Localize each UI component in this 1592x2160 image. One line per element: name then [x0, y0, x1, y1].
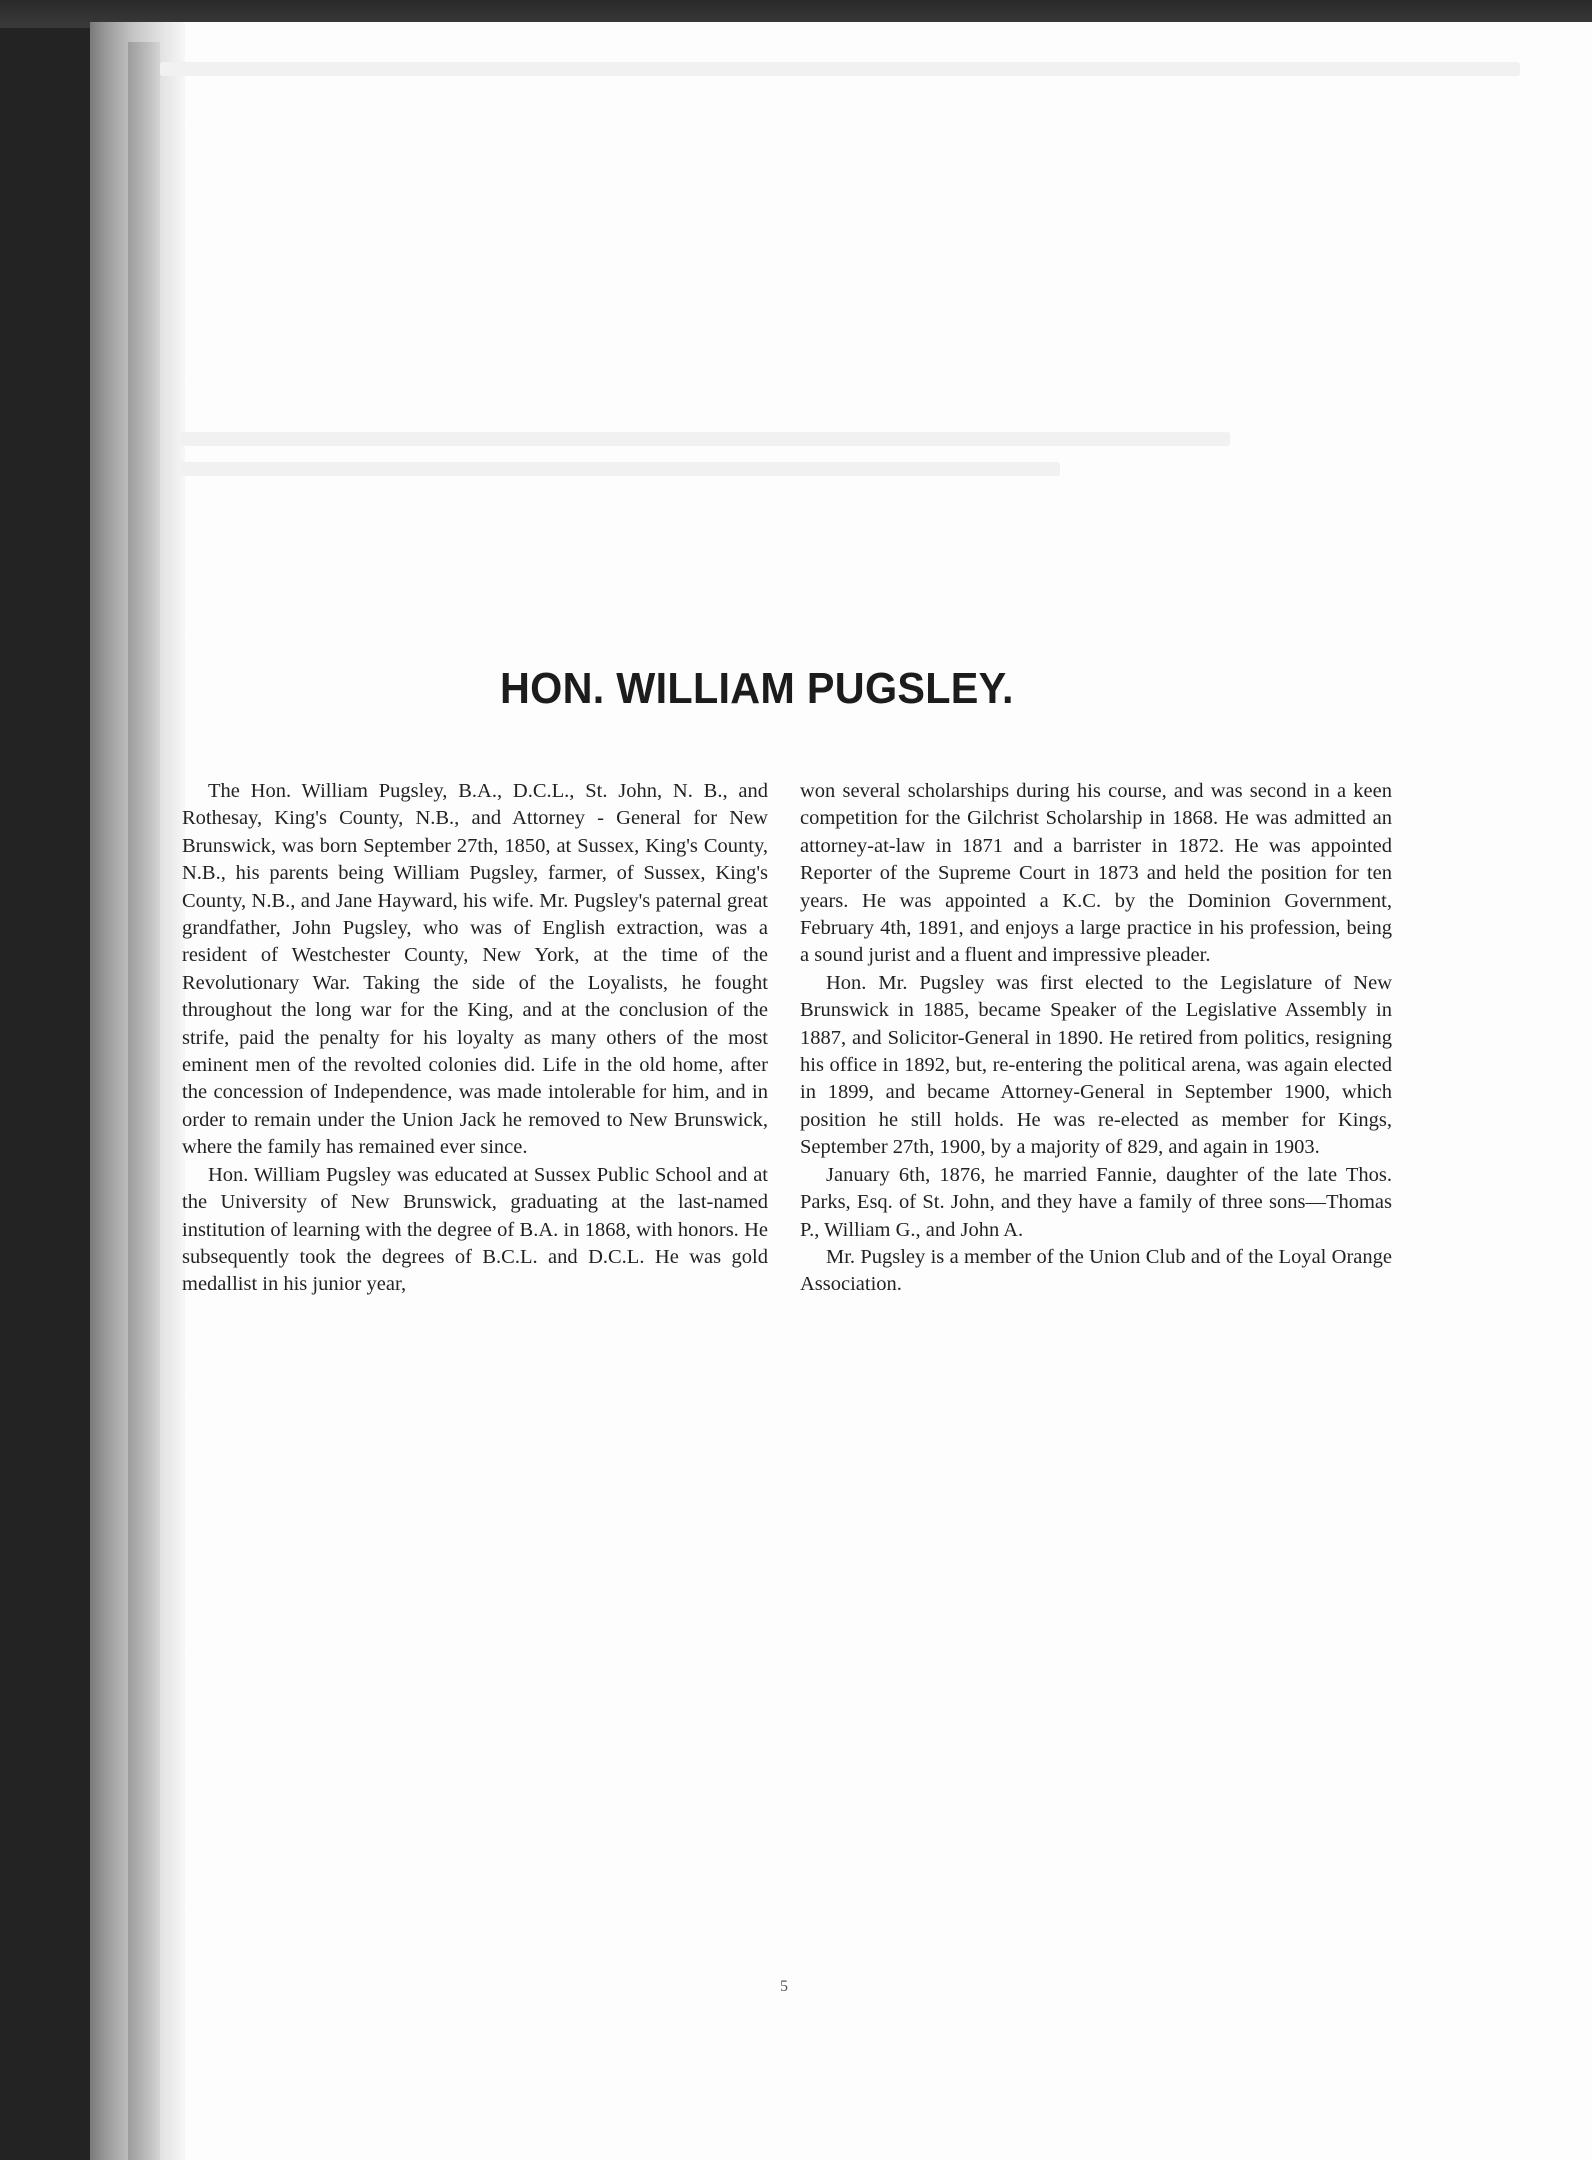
paragraph-education-continued: won several scholarships during his course, and was second in a keen competition for the Gilchrist Scholarship in 1868. He was admitted an attorney-at-law in 1871 and a barrister in 1872. He was appointed Reporter of the Supreme Court in 1873 and held the position for ten years. He was appointed a K.C. by the Dominion Government, February 4th, 1891, and enjoys a large practice in his profession, being a sound jurist and a fluent and impressive pleader.: [800, 780, 1392, 967]
paragraph-memberships: Mr. Pugsley is a member of the Union Club and of the Loyal Orange Association.: [800, 1245, 1392, 1296]
bleed-through-line: [160, 62, 1520, 76]
article-title: HON. WILLIAM PUGSLEY.: [500, 664, 1014, 713]
paragraph-biography-ancestry: The Hon. William Pugsley, B.A., D.C.L., St. John, N. B., and Rothesay, King's County, N.B., and Attorney - General for New Brunswick, was born September 27th, 1850, at Sussex, King's County, N.B., his parents being William Pugsley, farmer, of Sussex, King's County, N.B., and Jane Hayward, his wife. Mr. Pugsley's paternal great grandfather, John Pugsley, who was of English extraction, was a resident of Westchester County, New York, at the time of the Revolutionary War. Taking the side of the Loyalists, he fought throughout the long war for the King, and at the conclusion of the strife, paid the penalty for his loyalty as many others of the most eminent men of the revolted colonies did. Life in the old home, after the concession of Independence, was made intolerable for him, and in order to remain under the Union Jack he removed to New Brunswick, where the family has remained ever since.: [182, 780, 768, 1159]
paragraph-family: January 6th, 1876, he married Fannie, daughter of the late Thos. Parks, Esq. of St. John, and they have a family of three sons—Thomas P., William G., and John A.: [800, 1163, 1392, 1241]
bleed-through-line: [180, 462, 1060, 476]
page-number: 5: [780, 1978, 788, 1995]
paragraph-education: Hon. William Pugsley was educated at Sussex Public School and at the University of New Brunswick, graduating at the last-named institution of learning with the degree of B.A. in 1868, with honors. He subsequently took the degrees of B.C.L. and D.C.L. He was gold medallist in his junior year,: [182, 1163, 768, 1296]
right-text-column: [800, 778, 1392, 1299]
paragraph-political-career: Hon. Mr. Pugsley was first elected to the Legislature of New Brunswick in 1885, became Speaker of the Legislative Assembly in 1887, and Solicitor-General in 1890. He retired from politics, resigning his office in 1892, but, re-entering the political arena, was again elected in 1899, and became Attorney-General in September 1900, which position he still holds. He was re-elected as member for Kings, September 27th, 1900, by a majority of 829, and again in 1903.: [800, 971, 1392, 1159]
book-gutter-fold: [128, 42, 160, 2160]
bleed-through-line: [180, 432, 1230, 446]
left-text-column: [182, 778, 768, 1299]
